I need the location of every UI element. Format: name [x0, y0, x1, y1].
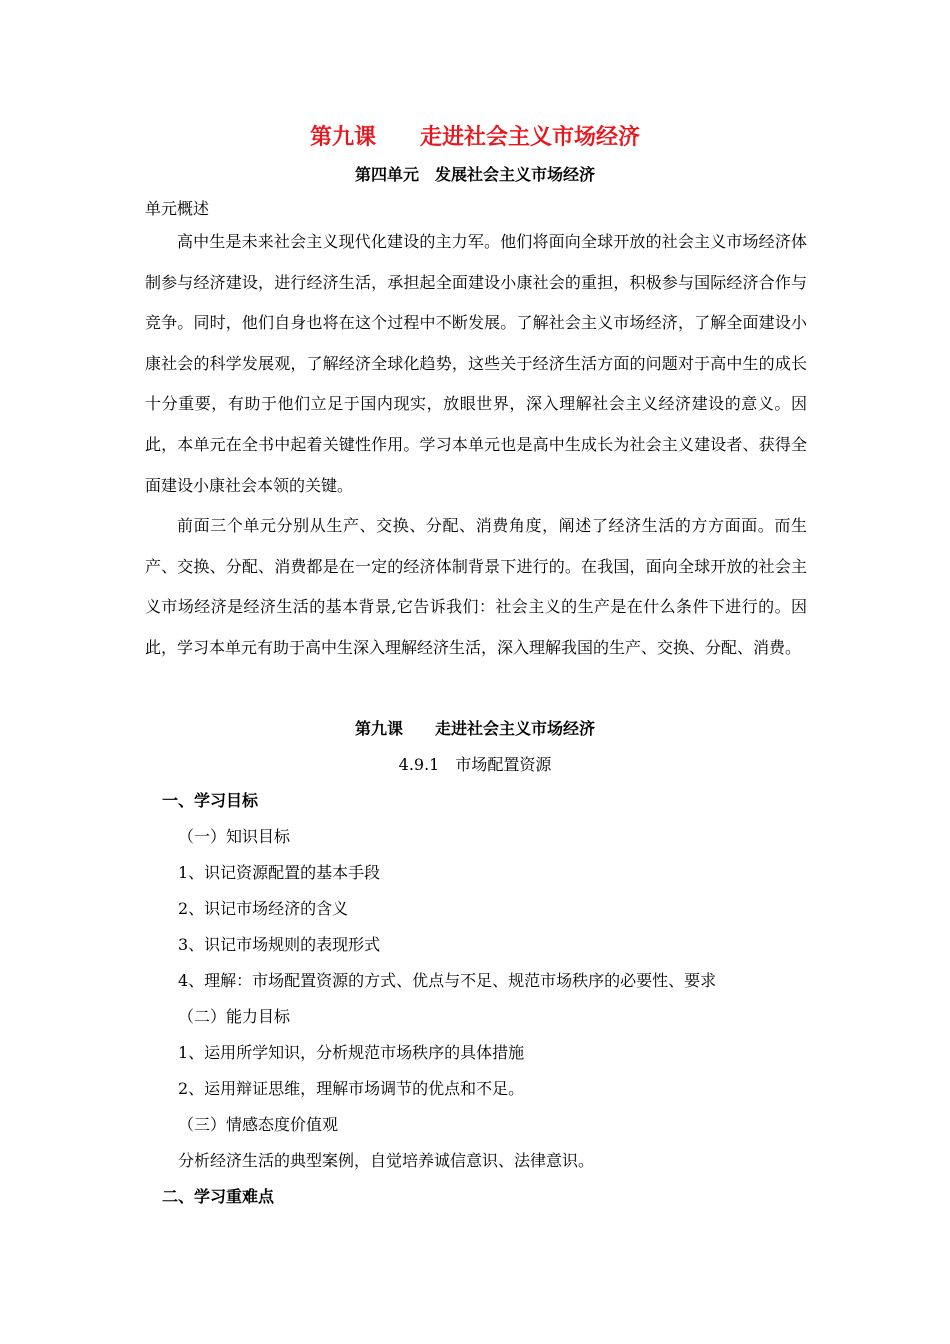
main-title: 第九课 走进社会主义市场经济: [309, 125, 640, 150]
knowledge-item: 2、识记市场经济的含义: [178, 899, 349, 918]
lesson-title: 第九课 走进社会主义市场经济: [354, 719, 595, 738]
emotion-goal-heading: （三）情感态度价值观: [178, 1115, 339, 1134]
heading-key-difficulties: 二、学习重难点: [162, 1187, 275, 1206]
section-title: 4.9.1 市场配置资源: [398, 755, 552, 774]
knowledge-goal-heading: （一）知识目标: [178, 827, 291, 846]
knowledge-item: 3、识记市场规则的表现形式: [178, 935, 381, 954]
overview-paragraph-1: 高中生是未来社会主义现代化建设的主力军。他们将面向全球开放的社会主义市场经济体制参与经济建设，进行经济生活，承担起全面建设小康社会的重担，积极参与国际经济合作与竞争。同时，他们自身也将在这个过程中不断发展。了解社会主义市场经济，了解全面建设小康社会的科学发展观，了解经济全球化趋势，这些关于经济生活方面的问题对于高中生的成长十分重要，有助于他们立足于国内现实，放眼世界，深入理解社会主义经济建设的意义。因此，本单元在全书中起着关键性作用。学习本单元也是高中生成长为社会主义建设者、获得全面建设小康社会本领的关键。: [145, 232, 807, 495]
ability-item: 2、运用辩证思维，理解市场调节的优点和不足。: [178, 1079, 525, 1098]
unit-title: 第四单元 发展社会主义市场经济: [354, 165, 595, 184]
overview-label: 单元概述: [145, 199, 210, 218]
overview-paragraph-2: 前面三个单元分别从生产、交换、分配、消费角度，阐述了经济生活的方方面面。而生产、交换、分配、消费都是在一定的经济体制背景下进行的。在我国，面向全球开放的社会主义市场经济是经济生活的基本背景,它告诉我们：社会主义的生产是在什么条件下进行的。因此，学习本单元有助于高中生深入理解经济生活，深入理解我国的生产、交换、分配、消费。: [145, 516, 807, 657]
ability-item: 1、运用所学知识，分析规范市场秩序的具体措施: [178, 1043, 525, 1062]
heading-learning-goals: 一、学习目标: [162, 791, 259, 810]
knowledge-item: 1、识记资源配置的基本手段: [178, 863, 381, 882]
ability-goal-heading: （二）能力目标: [178, 1007, 291, 1026]
emotion-goal-text: 分析经济生活的典型案例，自觉培养诚信意识、法律意识。: [178, 1151, 595, 1170]
knowledge-item: 4、理解：市场配置资源的方式、优点与不足、规范市场秩序的必要性、要求: [178, 971, 717, 990]
